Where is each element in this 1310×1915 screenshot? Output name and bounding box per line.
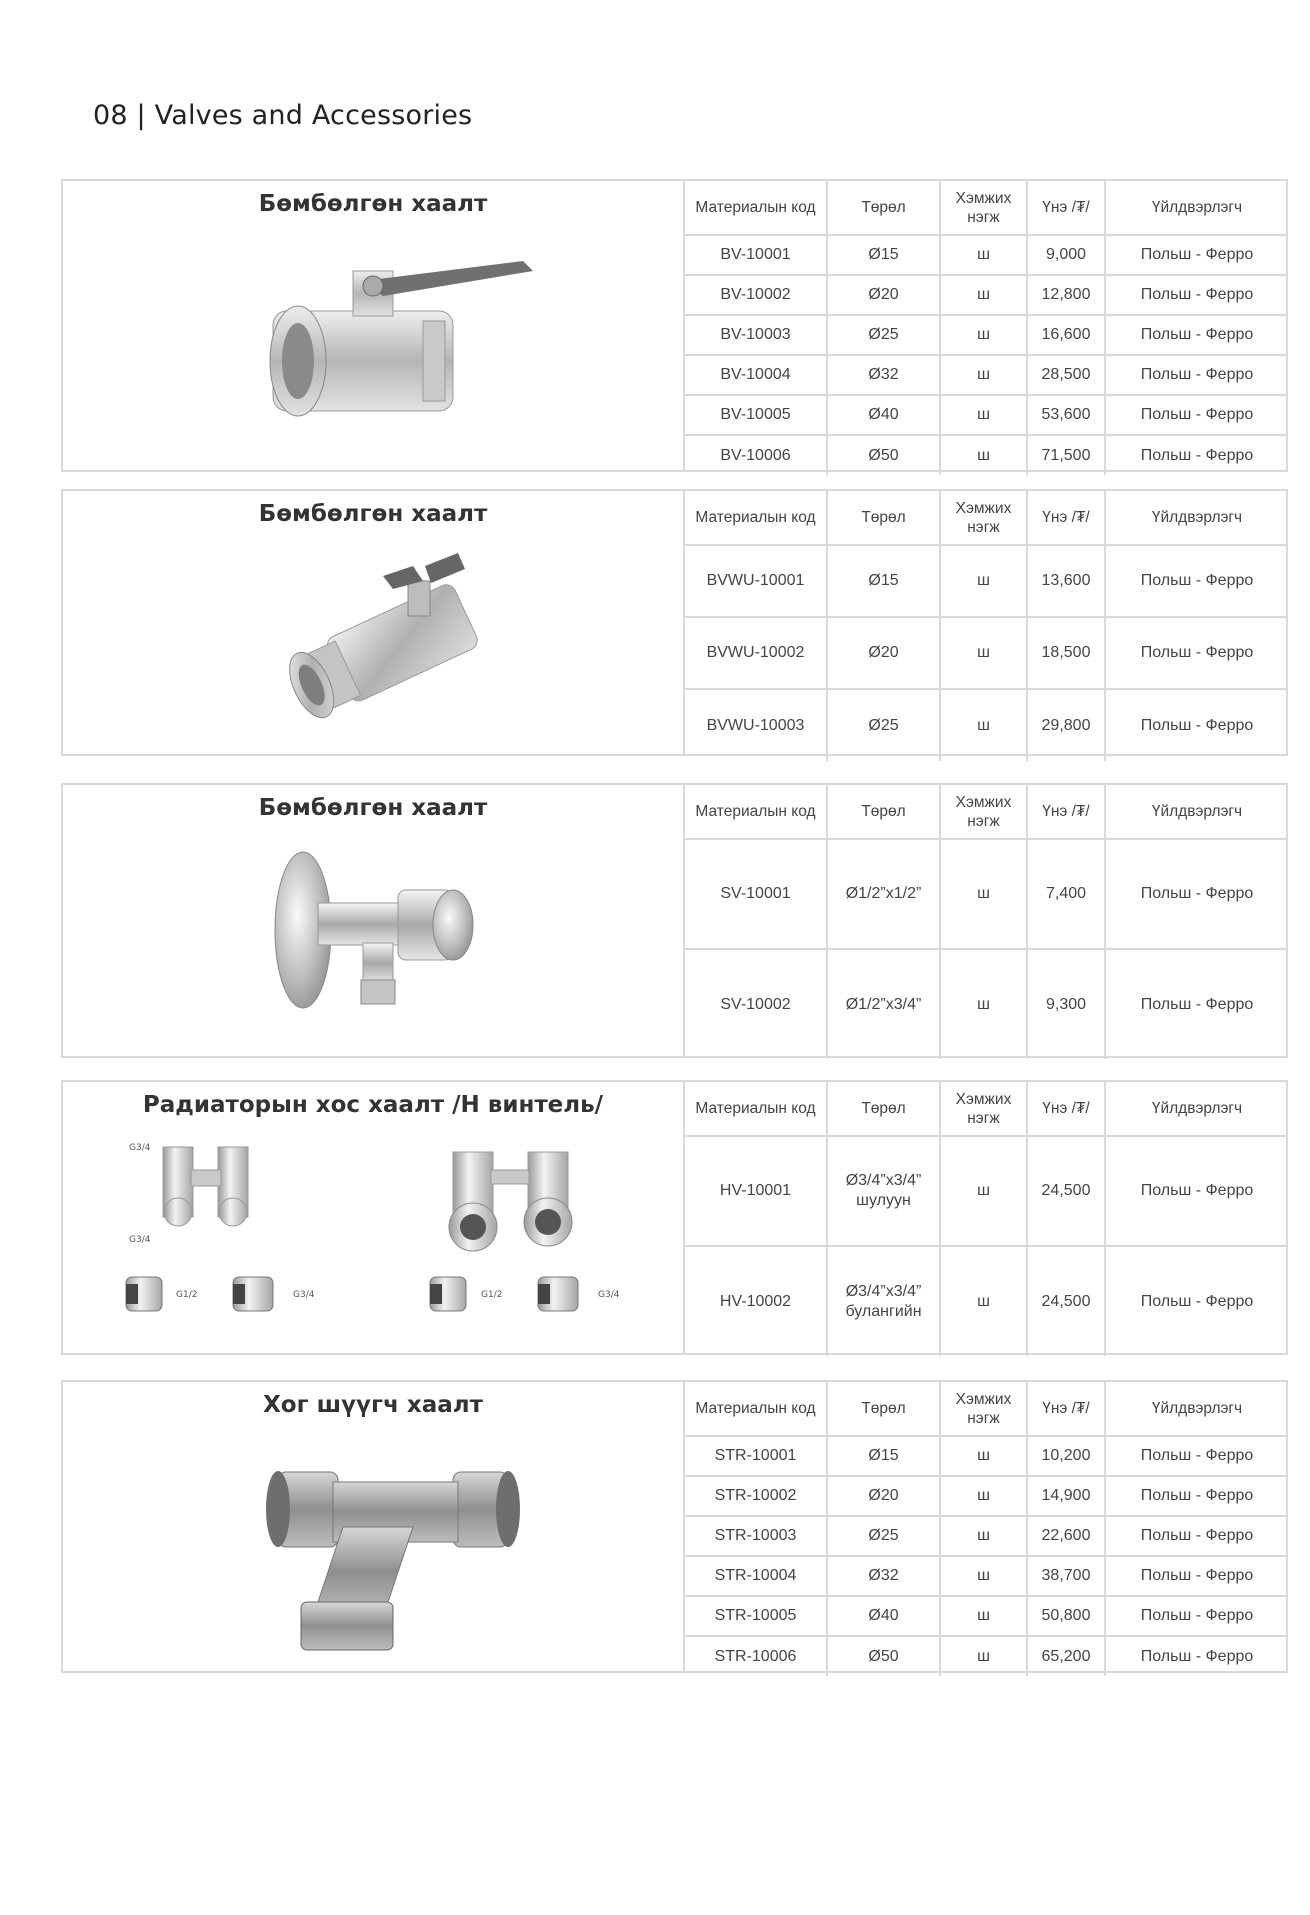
product-block-ball-valve xyxy=(61,179,1288,472)
cell-maker: Польш - Ферро xyxy=(1105,1136,1288,1246)
cell-type: Ø25 xyxy=(827,315,940,355)
table-row xyxy=(685,395,1288,435)
cell-type: Ø15 xyxy=(827,545,940,617)
cell-unit: ш xyxy=(940,689,1027,761)
column-header-code: Материалын код xyxy=(685,491,827,545)
product-block-angle-valve xyxy=(61,783,1288,1058)
cell-price: 29,800 xyxy=(1027,689,1105,761)
cell-maker: Польш - Ферро xyxy=(1105,1436,1288,1476)
dim-label-g34-bottom: G3/4 xyxy=(129,1235,151,1245)
dim-label-g34-side: G3/4 xyxy=(293,1290,315,1300)
cell-type: Ø20 xyxy=(827,617,940,689)
table-row xyxy=(685,275,1288,315)
cell-price: 24,500 xyxy=(1027,1136,1105,1246)
cell-maker: Польш - Ферро xyxy=(1105,545,1288,617)
cell-code: BV-10004 xyxy=(685,355,827,395)
table-row xyxy=(685,355,1288,395)
table-header-row xyxy=(685,1082,1288,1136)
cell-unit: ш xyxy=(940,1136,1027,1246)
table-row xyxy=(685,235,1288,275)
y-strainer-icon xyxy=(63,1432,683,1671)
cell-price: 22,600 xyxy=(1027,1516,1105,1556)
product-title: Хог шүүгч хаалт xyxy=(263,1392,483,1418)
cell-maker: Польш - Ферро xyxy=(1105,949,1288,1059)
product-title: Радиаторын хос хаалт /Н винтель/ xyxy=(142,1092,604,1118)
cell-code: HV-10001 xyxy=(685,1136,827,1246)
column-header-unit: Хэмжих нэгж xyxy=(940,1082,1027,1136)
dim-label-g12-right: G1/2 xyxy=(481,1290,503,1300)
cell-price: 9,000 xyxy=(1027,235,1105,275)
table-row xyxy=(685,545,1288,617)
product-title: Бөмбөлгөн хаалт xyxy=(258,795,488,821)
cell-price: 9,300 xyxy=(1027,949,1105,1059)
table-row xyxy=(685,1636,1288,1676)
cell-price: 16,600 xyxy=(1027,315,1105,355)
cell-unit: ш xyxy=(940,1516,1027,1556)
column-header-maker: Үйлдвэрлэгч xyxy=(1105,785,1288,839)
cell-code: BV-10001 xyxy=(685,235,827,275)
cell-type: Ø15 xyxy=(827,235,940,275)
column-header-type: Төрөл xyxy=(827,785,940,839)
product-block-ball-valve-union xyxy=(61,489,1288,756)
cell-unit: ш xyxy=(940,1476,1027,1516)
product-block-h-valve xyxy=(61,1080,1288,1355)
cell-code: BV-10002 xyxy=(685,275,827,315)
cell-maker: Польш - Ферро xyxy=(1105,315,1288,355)
column-header-maker: Үйлдвэрлэгч xyxy=(1105,1082,1288,1136)
cell-code: BVWU-10003 xyxy=(706,716,805,734)
cell-unit: ш xyxy=(940,1636,1027,1676)
column-header-code: Материалын код xyxy=(685,785,827,839)
cell-unit: ш xyxy=(940,1556,1027,1596)
cell-maker: Польш - Ферро xyxy=(1105,617,1288,689)
column-header-price: Үнэ /₮/ xyxy=(1027,785,1105,839)
cell-code: SV-10001 xyxy=(685,839,827,949)
cell-type: Ø25 xyxy=(827,689,940,761)
dim-label-g12: G1/2 xyxy=(176,1290,198,1300)
cell-code: BVWU-10001 xyxy=(685,545,827,617)
product-image-panel xyxy=(63,491,685,754)
cell-price: 10,200 xyxy=(1027,1436,1105,1476)
cell-type: Ø50 xyxy=(827,435,940,475)
cell-code: STR-10006 xyxy=(714,1647,797,1665)
table-row xyxy=(685,949,1288,1059)
cell-type: Ø20 xyxy=(827,275,940,315)
column-header-type: Төрөл xyxy=(827,181,940,235)
table-row xyxy=(685,1246,1288,1356)
cell-unit: ш xyxy=(940,617,1027,689)
cell-maker: Польш - Ферро xyxy=(1105,235,1288,275)
spec-table xyxy=(685,491,1288,761)
cell-maker: Польш - Ферро xyxy=(1105,275,1288,315)
h-valve-icon xyxy=(63,1132,683,1353)
table-header-row xyxy=(685,785,1288,839)
column-header-code: Материалын код xyxy=(685,1382,827,1436)
cell-unit: ш xyxy=(940,839,1027,949)
spec-table xyxy=(685,1082,1288,1356)
cell-maker: Польш - Ферро xyxy=(1105,1596,1288,1636)
table-row xyxy=(685,839,1288,949)
cell-unit: ш xyxy=(940,1246,1027,1356)
cell-maker: Польш - Ферро xyxy=(1105,1636,1288,1676)
product-block-y-strainer xyxy=(61,1380,1288,1673)
cell-maker: Польш - Ферро xyxy=(1105,689,1288,761)
column-header-unit: Хэмжих нэгж xyxy=(940,491,1027,545)
cell-price: 71,500 xyxy=(1027,435,1105,475)
cell-type: Ø25 xyxy=(827,1516,940,1556)
column-header-unit: Хэмжих нэгж xyxy=(940,181,1027,235)
column-header-maker: Үйлдвэрлэгч xyxy=(1105,491,1288,545)
cell-maker: Польш - Ферро xyxy=(1105,1476,1288,1516)
cell-maker: Польш - Ферро xyxy=(1105,839,1288,949)
cell-type: Ø32 xyxy=(827,1556,940,1596)
page-title: 08 | Valves and Accessories xyxy=(93,100,473,131)
cell-type: Ø1/2”x3/4” xyxy=(827,949,940,1059)
column-header-maker: Үйлдвэрлэгч xyxy=(1105,1382,1288,1436)
column-header-price: Үнэ /₮/ xyxy=(1027,1082,1105,1136)
cell-type: Ø32 xyxy=(827,355,940,395)
column-header-price: Үнэ /₮/ xyxy=(1027,1382,1105,1436)
cell-price: 28,500 xyxy=(1027,355,1105,395)
cell-price: 7,400 xyxy=(1027,839,1105,949)
table-header-row xyxy=(685,491,1288,545)
table-row xyxy=(685,689,1288,761)
cell-maker: Польш - Ферро xyxy=(1105,1556,1288,1596)
column-header-unit: Хэмжих нэгж xyxy=(940,1382,1027,1436)
cell-type: Ø3/4”x3/4” шулуун xyxy=(827,1136,940,1246)
ball-valve-union-icon xyxy=(63,541,683,754)
column-header-maker: Үйлдвэрлэгч xyxy=(1105,181,1288,235)
product-image-panel xyxy=(63,785,685,1056)
cell-maker: Польш - Ферро xyxy=(1105,1246,1288,1356)
cell-unit: ш xyxy=(940,235,1027,275)
table-row xyxy=(685,1476,1288,1516)
cell-type: Ø40 xyxy=(827,395,940,435)
product-image-panel xyxy=(63,1382,685,1671)
cell-type: Ø20 xyxy=(827,1476,940,1516)
cell-unit: ш xyxy=(940,1596,1027,1636)
cell-code: BV-10003 xyxy=(685,315,827,355)
cell-unit: ш xyxy=(940,545,1027,617)
cell-code: STR-10001 xyxy=(685,1436,827,1476)
cell-type: Ø3/4”x3/4” булангийн xyxy=(827,1246,940,1356)
cell-unit: ш xyxy=(940,1436,1027,1476)
cell-price: 53,600 xyxy=(1027,395,1105,435)
cell-unit: ш xyxy=(940,949,1027,1059)
cell-maker: Польш - Ферро xyxy=(1105,435,1288,475)
product-image-panel xyxy=(63,1082,685,1353)
cell-unit: ш xyxy=(940,315,1027,355)
cell-price: 50,800 xyxy=(1027,1596,1105,1636)
table-row xyxy=(685,1436,1288,1476)
column-header-code: Материалын код xyxy=(685,1082,827,1136)
cell-unit: ш xyxy=(940,395,1027,435)
column-header-price: Үнэ /₮/ xyxy=(1027,181,1105,235)
column-header-code: Материалын код xyxy=(685,181,827,235)
column-header-type: Төрөл xyxy=(827,1382,940,1436)
cell-unit: ш xyxy=(940,275,1027,315)
table-row xyxy=(685,1136,1288,1246)
cell-code: BVWU-10002 xyxy=(685,617,827,689)
table-row xyxy=(685,1556,1288,1596)
cell-price: 14,900 xyxy=(1027,1476,1105,1516)
table-row xyxy=(685,435,1288,475)
cell-code: STR-10003 xyxy=(685,1516,827,1556)
column-header-unit: Хэмжих нэгж xyxy=(940,785,1027,839)
cell-unit: ш xyxy=(940,355,1027,395)
cell-price: 65,200 xyxy=(1027,1636,1105,1676)
ball-valve-icon xyxy=(63,231,683,470)
column-header-type: Төрөл xyxy=(827,491,940,545)
cell-price: 24,500 xyxy=(1027,1246,1105,1356)
cell-maker: Польш - Ферро xyxy=(1105,1516,1288,1556)
table-header-row xyxy=(685,1382,1288,1436)
product-title: Бөмбөлгөн хаалт xyxy=(258,501,488,527)
cell-price: 13,600 xyxy=(1027,545,1105,617)
cell-code: SV-10002 xyxy=(720,995,791,1013)
cell-unit: ш xyxy=(940,435,1027,475)
product-title: Бөмбөлгөн хаалт xyxy=(258,191,488,217)
cell-type: Ø50 xyxy=(827,1636,940,1676)
column-header-price: Үнэ /₮/ xyxy=(1027,491,1105,545)
cell-type: Ø40 xyxy=(827,1596,940,1636)
column-header-type: Төрөл xyxy=(827,1082,940,1136)
table-row xyxy=(685,1516,1288,1556)
cell-maker: Польш - Ферро xyxy=(1105,355,1288,395)
cell-code: HV-10002 xyxy=(719,1292,792,1310)
cell-type: Ø15 xyxy=(827,1436,940,1476)
table-row xyxy=(685,315,1288,355)
cell-code: BV-10005 xyxy=(685,395,827,435)
cell-price: 38,700 xyxy=(1027,1556,1105,1596)
cell-price: 12,800 xyxy=(1027,275,1105,315)
cell-code: STR-10002 xyxy=(685,1476,827,1516)
dim-label-g34-top: G3/4 xyxy=(129,1143,151,1153)
spec-table xyxy=(685,1382,1288,1676)
table-header-row xyxy=(685,181,1288,235)
cell-code: STR-10005 xyxy=(685,1596,827,1636)
spec-table xyxy=(685,181,1288,475)
cell-type: Ø1/2”x1/2” xyxy=(827,839,940,949)
table-row xyxy=(685,617,1288,689)
angle-valve-icon xyxy=(63,835,683,1056)
product-image-panel xyxy=(63,181,685,470)
dim-label-g34-right: G3/4 xyxy=(598,1290,620,1300)
cell-code: BV-10006 xyxy=(720,446,791,464)
spec-table xyxy=(685,785,1288,1059)
cell-maker: Польш - Ферро xyxy=(1105,395,1288,435)
cell-code: STR-10004 xyxy=(685,1556,827,1596)
cell-price: 18,500 xyxy=(1027,617,1105,689)
table-row xyxy=(685,1596,1288,1636)
